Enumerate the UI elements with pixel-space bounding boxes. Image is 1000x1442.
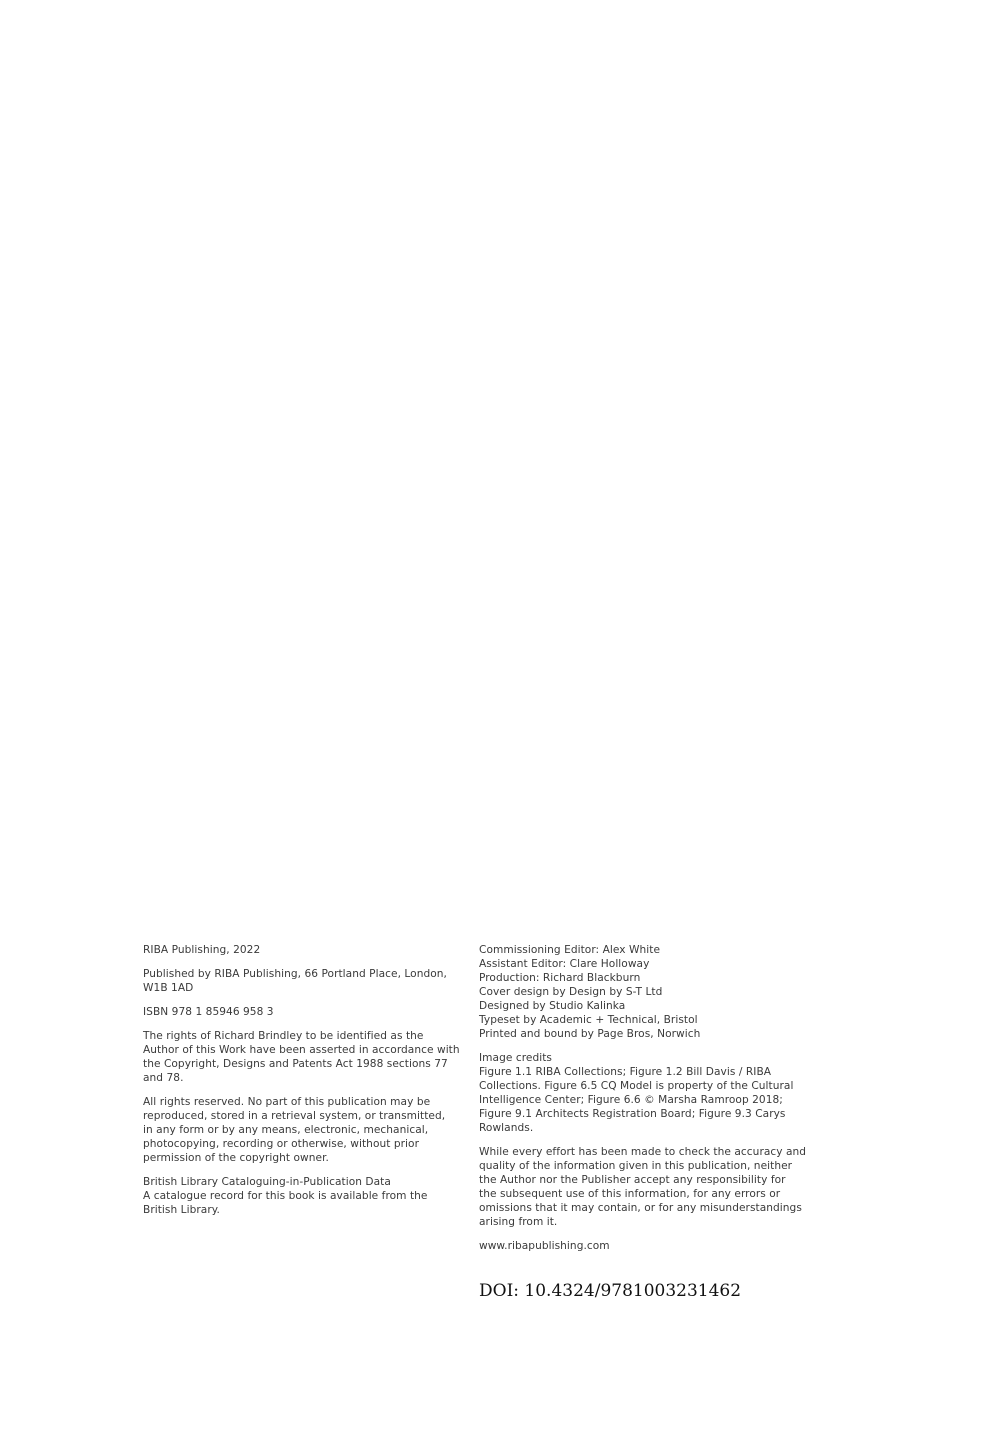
copyright-text: RIBA Publishing, 2022 [143, 944, 261, 956]
production-credits-block [479, 943, 799, 1041]
image-credits-block [479, 1051, 799, 1135]
credit-line: Assistant Editor: Clare Holloway [479, 958, 650, 970]
disclaimer-block [479, 1145, 807, 1229]
all-rights-line: All rights reserved. No part of this publication may be [143, 1096, 431, 1108]
all-rights-reserved-block [143, 1095, 453, 1165]
disclaimer-line: the Author nor the Publisher accept any responsibility for [479, 1174, 786, 1186]
image-credit-line: Figure 1.1 RIBA Collections; Figure 1.2 Bill Davis / RIBA [479, 1066, 772, 1078]
copyright-line [143, 943, 453, 957]
credit-line: Designed by Studio Kalinka [479, 1000, 626, 1012]
all-rights-line: permission of the copyright owner. [143, 1152, 329, 1164]
all-rights-line: photocopying, recording or otherwise, without prior [143, 1138, 419, 1150]
imprint-left-column [143, 943, 460, 1227]
website-url: www.ribapublishing.com [479, 1240, 610, 1252]
image-credits-heading: Image credits [479, 1052, 553, 1064]
rights-block [143, 1029, 460, 1085]
rights-line: The rights of Richard Brindley to be identified as the [143, 1030, 424, 1042]
credit-line: Production: Richard Blackburn [479, 972, 641, 984]
image-credit-line: Figure 9.1 Architects Registration Board; Figure 9.3 Carys [479, 1108, 786, 1120]
cataloguing-line: British Library Cataloguing-in-Publication Data [143, 1176, 391, 1188]
disclaimer-line: quality of the information given in this publication, neither [479, 1160, 793, 1172]
credit-line: Printed and bound by Page Bros, Norwich [479, 1028, 701, 1040]
publisher-line: Published by RIBA Publishing, 66 Portland Place, London, [143, 968, 447, 980]
publisher-block [143, 967, 453, 995]
rights-line: and 78. [143, 1072, 184, 1084]
isbn-line [143, 1005, 453, 1019]
website-line [479, 1239, 799, 1253]
rights-line: the Copyright, Designs and Patents Act 1988 sections 77 [143, 1058, 448, 1070]
image-credit-line: Rowlands. [479, 1122, 534, 1134]
imprint-right-column [479, 943, 807, 1253]
credit-line: Commissioning Editor: Alex White [479, 944, 661, 956]
isbn-text: ISBN 978 1 85946 958 3 [143, 1006, 274, 1018]
image-credit-line: Intelligence Center; Figure 6.6 © Marsha Ramroop 2018; [479, 1094, 783, 1106]
credit-line: Typeset by Academic + Technical, Bristol [479, 1014, 698, 1026]
all-rights-line: reproduced, stored in a retrieval system, or transmitted, [143, 1110, 446, 1122]
publisher-line: W1B 1AD [143, 982, 194, 994]
disclaimer-line: the subsequent use of this information, for any errors or [479, 1188, 781, 1200]
rights-line: Author of this Work have been asserted in accordance with [143, 1044, 460, 1056]
credit-line: Cover design by Design by S-T Ltd [479, 986, 663, 998]
cataloguing-line: British Library. [143, 1204, 220, 1216]
disclaimer-line: While every effort has been made to check the accuracy and [479, 1146, 807, 1158]
disclaimer-line: arising from it. [479, 1216, 558, 1228]
doi-identifier: DOI: 10.4324/9781003231462 [479, 1281, 742, 1301]
cataloguing-block [143, 1175, 453, 1217]
cataloguing-line: A catalogue record for this book is available from the [143, 1190, 428, 1202]
image-credit-line: Collections. Figure 6.5 CQ Model is property of the Cultural [479, 1080, 794, 1092]
all-rights-line: in any form or by any means, electronic, mechanical, [143, 1124, 429, 1136]
disclaimer-line: omissions that it may contain, or for any misunderstandings [479, 1202, 802, 1214]
